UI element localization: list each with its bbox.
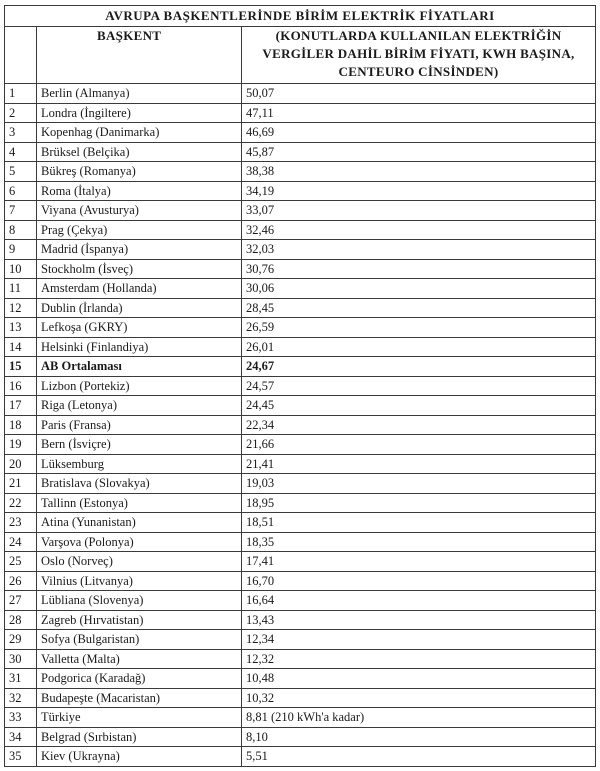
table-row: [5, 337, 596, 357]
table-row: [5, 474, 596, 494]
row-number: 18: [5, 415, 37, 435]
row-number: 30: [5, 649, 37, 669]
table-row: [5, 747, 596, 767]
row-capital: Bern (İsviçre): [37, 435, 242, 455]
table-row: [5, 220, 596, 240]
row-number: 16: [5, 376, 37, 396]
row-capital: Bratislava (Slovakya): [37, 474, 242, 494]
row-capital: Dublin (İrlanda): [37, 298, 242, 318]
table-row: [5, 142, 596, 162]
row-price: 19,03: [242, 474, 596, 494]
row-number: 26: [5, 571, 37, 591]
table-row: [5, 669, 596, 689]
row-price: 30,76: [242, 259, 596, 279]
row-price: 45,87: [242, 142, 596, 162]
row-price: 17,41: [242, 552, 596, 572]
row-price: 47,11: [242, 103, 596, 123]
row-capital: Belgrad (Sırbistan): [37, 727, 242, 747]
row-number: 11: [5, 279, 37, 299]
table-row: [5, 571, 596, 591]
electricity-price-table: [4, 5, 596, 767]
row-price: 46,69: [242, 123, 596, 143]
row-price: 18,51: [242, 513, 596, 533]
table-row: [5, 357, 596, 377]
row-price: 12,34: [242, 630, 596, 650]
table-row: [5, 201, 596, 221]
row-capital: Berlin (Almanya): [37, 84, 242, 104]
row-number: 19: [5, 435, 37, 455]
row-capital: Valletta (Malta): [37, 649, 242, 669]
row-capital: Vilnius (Litvanya): [37, 571, 242, 591]
table-row: [5, 318, 596, 338]
row-capital: AB Ortalaması: [37, 357, 242, 377]
row-capital: Zagreb (Hırvatistan): [37, 610, 242, 630]
table-row: [5, 84, 596, 104]
row-number: 17: [5, 396, 37, 416]
table-row: [5, 493, 596, 513]
table-row: [5, 259, 596, 279]
row-capital: Kopenhag (Danimarka): [37, 123, 242, 143]
table-row: [5, 123, 596, 143]
row-price: 13,43: [242, 610, 596, 630]
row-number: 29: [5, 630, 37, 650]
header-price: (KONUTLARDA KULLANILAN ELEKTRİĞİN VERGİLER DAHİL BİRİM FİYATI, KWH BAŞINA, CENTEURO CİNSİNDEN): [242, 27, 596, 84]
table-row: [5, 279, 596, 299]
row-capital: Lübliana (Slovenya): [37, 591, 242, 611]
row-price: 12,32: [242, 649, 596, 669]
row-price: 34,19: [242, 181, 596, 201]
row-price: 21,41: [242, 454, 596, 474]
row-capital: Varşova (Polonya): [37, 532, 242, 552]
row-number: 33: [5, 708, 37, 728]
row-number: 24: [5, 532, 37, 552]
table-title: AVRUPA BAŞKENTLERİNDE BİRİM ELEKTRİK FİYATLARI: [5, 6, 596, 27]
row-number: 7: [5, 201, 37, 221]
row-capital: Londra (İngiltere): [37, 103, 242, 123]
row-capital: Stockholm (İsveç): [37, 259, 242, 279]
row-capital: Madrid (İspanya): [37, 240, 242, 260]
row-capital: Brüksel (Belçika): [37, 142, 242, 162]
row-number: 10: [5, 259, 37, 279]
row-capital: Türkiye: [37, 708, 242, 728]
table-row: [5, 610, 596, 630]
row-number: 25: [5, 552, 37, 572]
row-price: 16,70: [242, 571, 596, 591]
row-price: 18,95: [242, 493, 596, 513]
row-capital: Oslo (Norveç): [37, 552, 242, 572]
row-capital: Budapeşte (Macaristan): [37, 688, 242, 708]
row-capital: Kiev (Ukrayna): [37, 747, 242, 767]
table-row: [5, 103, 596, 123]
row-capital: Prag (Çekya): [37, 220, 242, 240]
row-number: 5: [5, 162, 37, 182]
row-number: 27: [5, 591, 37, 611]
row-number: 1: [5, 84, 37, 104]
row-capital: Helsinki (Finlandiya): [37, 337, 242, 357]
row-price: 8,10: [242, 727, 596, 747]
row-capital: Sofya (Bulgaristan): [37, 630, 242, 650]
row-number: 14: [5, 337, 37, 357]
row-number: 8: [5, 220, 37, 240]
row-capital: Podgorica (Karadağ): [37, 669, 242, 689]
row-number: 2: [5, 103, 37, 123]
row-number: 15: [5, 357, 37, 377]
header-number: [5, 27, 37, 84]
table-row: [5, 376, 596, 396]
table-row: [5, 688, 596, 708]
row-number: 4: [5, 142, 37, 162]
row-capital: Tallinn (Estonya): [37, 493, 242, 513]
row-price: 10,32: [242, 688, 596, 708]
row-price: 32,46: [242, 220, 596, 240]
row-price: 5,51: [242, 747, 596, 767]
row-number: 23: [5, 513, 37, 533]
table-row: [5, 162, 596, 182]
table-row: [5, 513, 596, 533]
table-row: [5, 298, 596, 318]
row-number: 13: [5, 318, 37, 338]
table-row: [5, 630, 596, 650]
row-capital: Atina (Yunanistan): [37, 513, 242, 533]
row-price: 38,38: [242, 162, 596, 182]
row-price: 8,81 (210 kWh'a kadar): [242, 708, 596, 728]
row-capital: Lizbon (Portekiz): [37, 376, 242, 396]
table-row: [5, 181, 596, 201]
table-row: [5, 435, 596, 455]
row-capital: Riga (Letonya): [37, 396, 242, 416]
row-price: 21,66: [242, 435, 596, 455]
row-number: 12: [5, 298, 37, 318]
row-number: 9: [5, 240, 37, 260]
row-price: 24,57: [242, 376, 596, 396]
table-row: [5, 727, 596, 747]
price-table-container: [4, 5, 595, 767]
row-number: 21: [5, 474, 37, 494]
row-price: 26,01: [242, 337, 596, 357]
row-price: 33,07: [242, 201, 596, 221]
row-price: 26,59: [242, 318, 596, 338]
table-row: [5, 240, 596, 260]
row-number: 35: [5, 747, 37, 767]
row-price: 30,06: [242, 279, 596, 299]
row-capital: Lüksemburg: [37, 454, 242, 474]
row-price: 28,45: [242, 298, 596, 318]
row-price: 10,48: [242, 669, 596, 689]
row-price: 24,67: [242, 357, 596, 377]
row-number: 31: [5, 669, 37, 689]
row-price: 32,03: [242, 240, 596, 260]
row-number: 34: [5, 727, 37, 747]
row-capital: Viyana (Avusturya): [37, 201, 242, 221]
table-row: [5, 532, 596, 552]
row-price: 18,35: [242, 532, 596, 552]
table-row: [5, 591, 596, 611]
table-row: [5, 649, 596, 669]
row-number: 32: [5, 688, 37, 708]
row-number: 3: [5, 123, 37, 143]
table-row: [5, 454, 596, 474]
row-number: 22: [5, 493, 37, 513]
row-capital: Roma (İtalya): [37, 181, 242, 201]
row-capital: Lefkoşa (GKRY): [37, 318, 242, 338]
row-price: 50,07: [242, 84, 596, 104]
table-row: [5, 552, 596, 572]
row-capital: Amsterdam (Hollanda): [37, 279, 242, 299]
row-price: 16,64: [242, 591, 596, 611]
row-price: 24,45: [242, 396, 596, 416]
row-price: 22,34: [242, 415, 596, 435]
row-capital: Bükreş (Romanya): [37, 162, 242, 182]
header-row: [5, 27, 596, 84]
row-capital: Paris (Fransa): [37, 415, 242, 435]
title-row: [5, 6, 596, 27]
row-number: 20: [5, 454, 37, 474]
row-number: 6: [5, 181, 37, 201]
table-row: [5, 415, 596, 435]
table-row: [5, 396, 596, 416]
row-number: 28: [5, 610, 37, 630]
header-capital: BAŞKENT: [37, 27, 242, 84]
table-row: [5, 708, 596, 728]
table-body: [5, 84, 596, 767]
